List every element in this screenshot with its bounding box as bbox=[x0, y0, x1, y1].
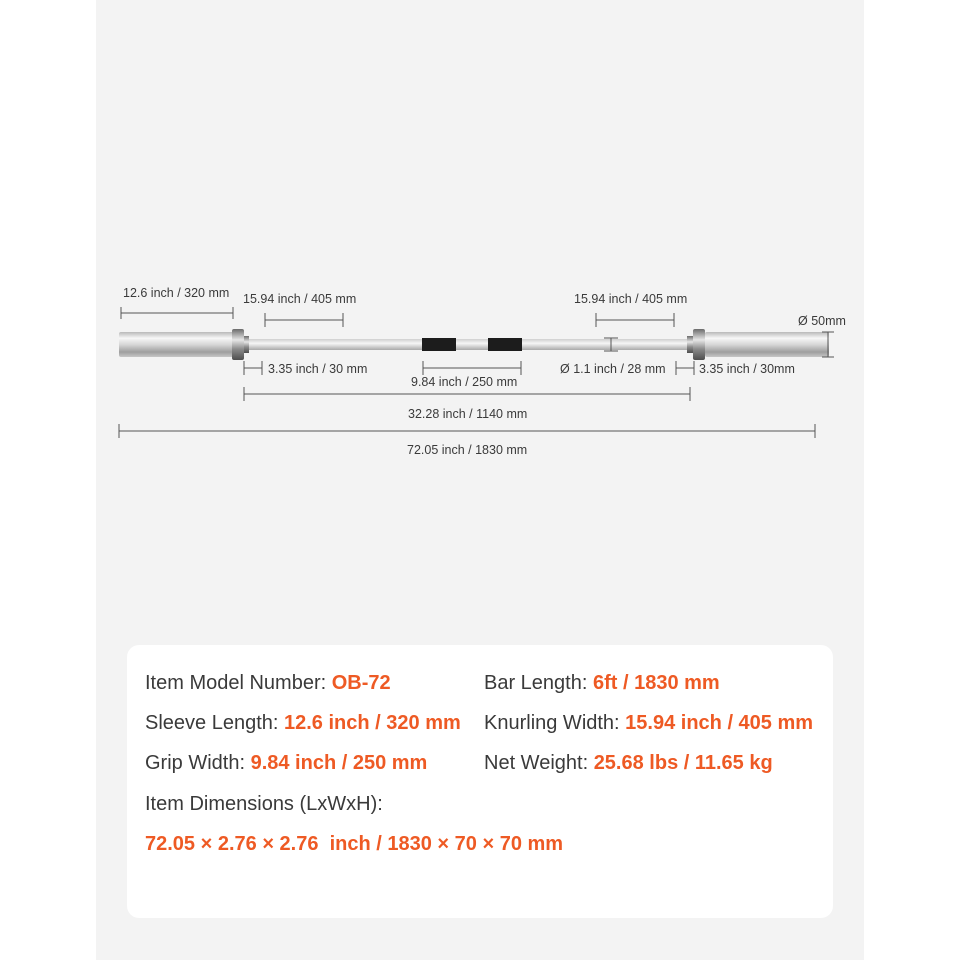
shaft-diameter-label: Ø 1.1 inch / 28 mm bbox=[560, 362, 666, 376]
spec-grip-width-label: Grip Width: bbox=[145, 752, 251, 774]
spec-model bbox=[145, 672, 391, 695]
left-collar bbox=[232, 329, 244, 360]
spec-bar-length-value: 6ft / 1830 mm bbox=[592, 672, 720, 694]
collar-right-label: 3.35 inch / 30mm bbox=[699, 362, 795, 376]
spec-sleeve-length-value: 12.6 inch / 320 mm bbox=[284, 712, 461, 734]
spec-knurling-width-value: 15.94 inch / 405 mm bbox=[625, 712, 814, 734]
knurling-left-label: 15.94 inch / 405 mm bbox=[243, 292, 357, 306]
spec-knurling-width bbox=[484, 712, 813, 735]
right-collar bbox=[693, 329, 705, 360]
knurling-right-label: 15.94 inch / 405 mm bbox=[574, 292, 688, 306]
sleeve-diameter-label: Ø 50mm bbox=[798, 314, 846, 328]
spec-net-weight bbox=[484, 752, 773, 775]
left-collar-ring bbox=[244, 336, 249, 353]
barbell bbox=[119, 329, 829, 360]
bar-shaft bbox=[249, 339, 693, 350]
spec-model-label: Item Model Number: bbox=[145, 672, 332, 694]
knurl-mark-left bbox=[422, 338, 456, 351]
collar-left-label: 3.35 inch / 30 mm bbox=[268, 362, 368, 376]
spec-net-weight-value: 25.68 lbs / 11.65 kg bbox=[593, 752, 773, 774]
spec-bar-length bbox=[484, 672, 720, 695]
right-collar-ring bbox=[687, 336, 693, 353]
left-sleeve bbox=[119, 332, 234, 357]
spec-sleeve-length bbox=[145, 712, 461, 735]
spec-knurling-width-label: Knurling Width: bbox=[484, 712, 626, 734]
right-sleeve bbox=[705, 332, 829, 357]
spec-card bbox=[127, 645, 833, 918]
spec-net-weight-label: Net Weight: bbox=[484, 752, 594, 774]
grip-width-label: 9.84 inch / 250 mm bbox=[411, 375, 518, 389]
spec-item-dimensions-label: Item Dimensions (LxWxH): bbox=[145, 793, 383, 815]
spec-model-value: OB-72 bbox=[331, 672, 391, 694]
sleeve-length-label: 12.6 inch / 320 mm bbox=[123, 286, 230, 300]
spec-grip-width-value: 9.84 inch / 250 mm bbox=[250, 752, 428, 774]
spec-grip-width bbox=[145, 752, 427, 775]
spec-item-dimensions-value: 72.05 × 2.76 × 2.76 inch / 1830 × 70 × 70 mm bbox=[145, 833, 564, 855]
total-length-label: 72.05 inch / 1830 mm bbox=[407, 443, 528, 457]
inner-length-label: 32.28 inch / 1140 mm bbox=[408, 407, 528, 421]
knurl-mark-right bbox=[488, 338, 522, 351]
spec-sleeve-length-label: Sleeve Length: bbox=[145, 712, 284, 734]
spec-bar-length-label: Bar Length: bbox=[484, 672, 593, 694]
